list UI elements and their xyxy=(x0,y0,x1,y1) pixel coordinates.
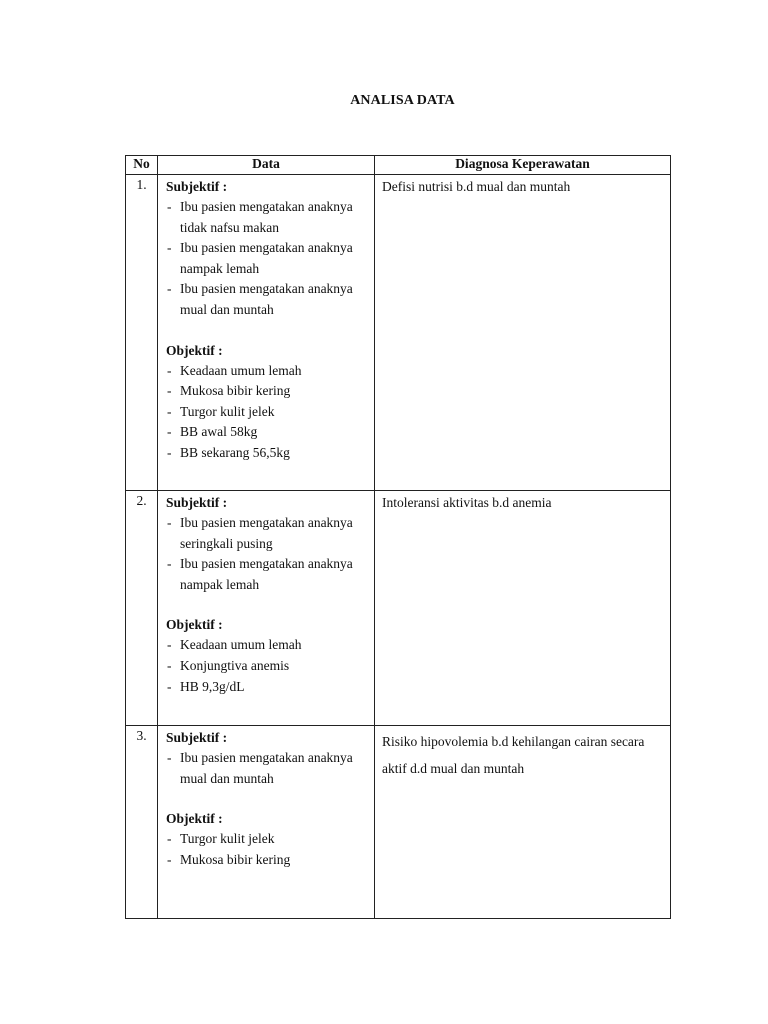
row-number: 3. xyxy=(126,726,158,919)
table-row xyxy=(126,491,671,726)
list-item: - BB sekarang 56,5kg xyxy=(166,443,370,464)
objektif-list xyxy=(166,829,370,870)
objektif-label: Objektif : xyxy=(166,811,223,827)
subjektif-label: Subjektif : xyxy=(166,730,228,745)
objektif-list xyxy=(166,361,370,464)
header-no: No xyxy=(126,156,158,175)
list-item: - Ibu pasien mengatakan anaknya seringkali pusing xyxy=(166,513,370,554)
list-item: - Turgor kulit jelek xyxy=(166,829,370,850)
analysis-table xyxy=(125,155,671,919)
list-item: - Ibu pasien mengatakan anaknya nampak lemah xyxy=(166,554,370,595)
diagnosa-text: Defisi nutrisi b.d mual dan muntah xyxy=(382,179,571,194)
list-item: - Ibu pasien mengatakan anaknya tidak nafsu makan xyxy=(166,197,370,238)
diagnosa-text: Risiko hipovolemia b.d kehilangan cairan secara aktif d.d mual dan muntah xyxy=(382,734,645,776)
objektif-label: Objektif : xyxy=(166,617,223,633)
list-item: - HB 9,3g/dL xyxy=(166,677,370,698)
subjektif-label: Subjektif : xyxy=(166,179,228,194)
data-cell xyxy=(158,726,375,919)
list-item: - Mukosa bibir kering xyxy=(166,850,370,871)
subjektif-label: Subjektif : xyxy=(166,495,228,510)
data-cell xyxy=(158,491,375,726)
subjektif-list xyxy=(166,748,370,789)
subjektif-list xyxy=(166,197,370,321)
table-row xyxy=(126,175,671,491)
diagnosa-cell xyxy=(375,175,671,491)
objektif-label: Objektif : xyxy=(166,342,223,358)
objektif-list xyxy=(166,635,370,697)
table-header-row xyxy=(126,156,671,175)
list-item: - Ibu pasien mengatakan anaknya mual dan muntah xyxy=(166,748,370,789)
list-item: - BB awal 58kg xyxy=(166,422,370,443)
table-row xyxy=(126,726,671,919)
list-item: - Ibu pasien mengatakan anaknya nampak lemah xyxy=(166,238,370,279)
row-number: 1. xyxy=(126,175,158,491)
list-item: - Ibu pasien mengatakan anaknya mual dan muntah xyxy=(166,279,370,320)
page-title: ANALISA DATA xyxy=(350,93,455,108)
header-diagnosa: Diagnosa Keperawatan xyxy=(375,156,671,175)
diagnosa-text: Intoleransi aktivitas b.d anemia xyxy=(382,495,552,510)
header-data: Data xyxy=(158,156,375,175)
list-item: - Keadaan umum lemah xyxy=(166,635,370,656)
list-item: - Mukosa bibir kering xyxy=(166,381,370,402)
data-cell xyxy=(158,175,375,491)
subjektif-list xyxy=(166,513,370,595)
row-number: 2. xyxy=(126,491,158,726)
diagnosa-cell xyxy=(375,491,671,726)
list-item: - Turgor kulit jelek xyxy=(166,402,370,423)
list-item: - Keadaan umum lemah xyxy=(166,361,370,382)
diagnosa-cell xyxy=(375,726,671,919)
list-item: - Konjungtiva anemis xyxy=(166,656,370,677)
